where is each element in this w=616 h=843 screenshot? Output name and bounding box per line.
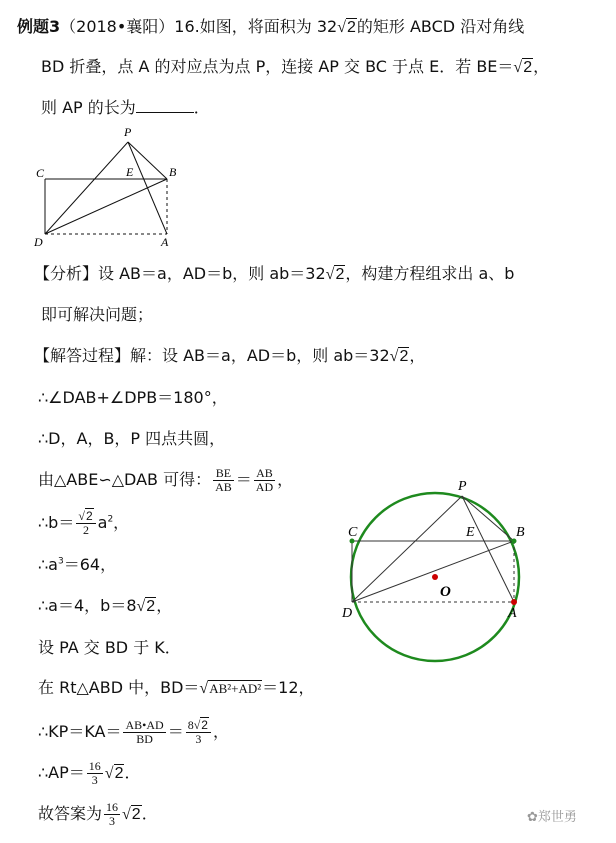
- solution-line-1: 【解答过程】解：设 AB＝a，AD＝b，则 ab＝32√2，: [34, 346, 426, 365]
- label-e2: E: [466, 525, 475, 540]
- problem-label: 例题3: [17, 17, 61, 36]
- solution-line-3: ∴D，A，B，P 四点共圆，: [38, 429, 226, 448]
- label-o: O: [440, 584, 451, 600]
- solution-line-8: 设 PA 交 BD 于 K．: [38, 638, 181, 657]
- problem-line-1: 例题3（2018•襄阳）16.如图，将面积为 32√2的矩形 ABCD 沿对角线: [17, 17, 525, 36]
- label-b2: B: [516, 525, 525, 540]
- solution-line-9: 在 Rt△ABD 中，BD＝√AB²+AD²＝12，: [38, 678, 315, 697]
- label-c: C: [36, 166, 45, 180]
- analysis-line-2: 即可解决问题；: [41, 305, 154, 324]
- center-dot: [432, 574, 438, 580]
- solution-line-6: $\therefore a^3=64$，: [38, 555, 117, 574]
- label-d: D: [34, 235, 43, 249]
- solution-line-10: ∴KP＝KA＝ $\frac{AB•AD}{BD}$ ＝ $\frac{8√2}{3}$ ，: [38, 718, 229, 746]
- solution-line-7: ∴a＝4，b＝8√2，: [38, 596, 173, 615]
- answer-blank: [136, 98, 194, 113]
- solution-line-2: ∴∠DAB+∠DPB＝180°，: [38, 388, 228, 407]
- label-c2: C: [348, 525, 358, 540]
- solution-line-11: ∴AP＝ $\frac{16}{3}$ √2．: [38, 759, 141, 787]
- label-p: P: [124, 125, 132, 139]
- watermark: ✿郑世勇: [527, 810, 577, 825]
- analysis-line-1: 【分析】设 AB＝a，AD＝b，则 ab＝32√2，构建方程组求出 a、b: [34, 264, 515, 283]
- label-a: A: [161, 235, 169, 249]
- label-b: B: [169, 165, 177, 179]
- label-d2: D: [342, 606, 353, 621]
- problem-source: （2018•襄阳）16.: [60, 17, 200, 36]
- analysis-tag: 【分析】: [34, 264, 99, 283]
- problem-line-3: 则 AP 的长为 ．: [41, 98, 210, 117]
- solution-tag: 【解答过程】: [34, 346, 131, 365]
- label-a2: A: [508, 606, 517, 621]
- figure-circle: [340, 474, 530, 674]
- label-p2: P: [458, 479, 467, 494]
- figure-fold: [30, 120, 190, 252]
- solution-line-12: 故答案为 $\frac{16}{3}$ √2．: [38, 800, 158, 828]
- wechat-icon: ✿: [527, 810, 538, 825]
- solution-line-4: 由△ABE∽△DAB 可得： $\frac{BE}{AB}$ ＝ $\frac{AB}{AD}$ ，: [38, 466, 294, 494]
- point-a-dot: [511, 599, 517, 605]
- problem-line-2: BD 折叠，点 A 的对应点为点 P，连接 AP 交 BC 于点 E．若 BE＝√2，: [41, 57, 550, 76]
- solution-line-5: ∴b＝ $\frac{√2}{2}$ $a^2$，: [38, 509, 130, 537]
- label-e: E: [126, 165, 134, 179]
